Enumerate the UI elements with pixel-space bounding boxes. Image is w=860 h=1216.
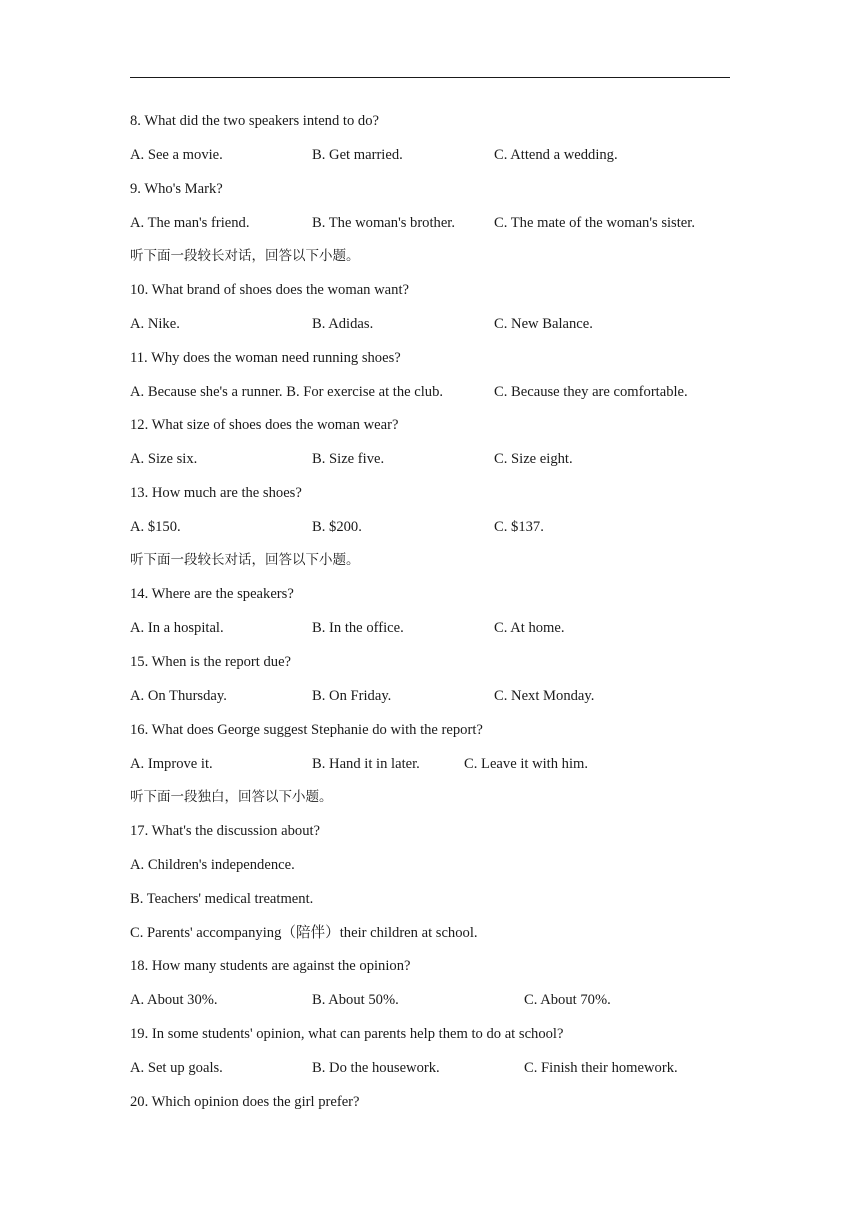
q12-option-b: B. Size five. xyxy=(312,451,385,467)
q13-option-a: A. $150. xyxy=(130,519,181,535)
q9-option-b: B. The woman's brother. xyxy=(312,215,456,231)
q8-option-a: A. See a movie. xyxy=(130,147,223,163)
q17-option-b: B. Teachers' medical treatment. xyxy=(130,891,314,907)
q10-option-b: B. Adidas. xyxy=(312,316,374,332)
q11-option-c: C. Because they are comfortable. xyxy=(494,384,688,400)
q12-option-c: C. Size eight. xyxy=(494,451,573,467)
question-19: 19. In some students' opinion, what can parents help them to do at school? xyxy=(130,1026,564,1042)
section-note-monologue: 听下面一段独白，回答以下小题。 xyxy=(130,789,333,805)
question-9: 9. Who's Mark? xyxy=(130,181,223,197)
q10-option-c: C. New Balance. xyxy=(494,316,593,332)
question-14: 14. Where are the speakers? xyxy=(130,586,294,602)
q13-option-b: B. $200. xyxy=(312,519,362,535)
q19-option-c: C. Finish their homework. xyxy=(524,1060,678,1076)
q8-option-c: C. Attend a wedding. xyxy=(494,147,618,163)
question-17: 17. What's the discussion about? xyxy=(130,823,321,839)
q16-option-a: A. Improve it. xyxy=(130,756,213,772)
question-13: 13. How much are the shoes? xyxy=(130,485,302,501)
q12-option-a: A. Size six. xyxy=(130,451,198,467)
q13-option-c: C. $137. xyxy=(494,519,544,535)
question-11: 11. Why does the woman need running shoes? xyxy=(130,350,401,366)
question-15: 15. When is the report due? xyxy=(130,654,292,670)
q19-option-a: A. Set up goals. xyxy=(130,1060,223,1076)
question-8: 8. What did the two speakers intend to do? xyxy=(130,113,379,129)
question-16: 16. What does George suggest Stephanie do with the report? xyxy=(130,722,483,738)
q19-option-b: B. Do the housework. xyxy=(312,1060,440,1076)
header-rule xyxy=(130,77,730,78)
q10-option-a: A. Nike. xyxy=(130,316,180,332)
question-12: 12. What size of shoes does the woman wear? xyxy=(130,417,399,433)
q11-option-a-b: A. Because she's a runner. B. For exercise at the club. xyxy=(130,384,444,400)
q18-option-a: A. About 30%. xyxy=(130,992,218,1008)
q14-option-c: C. At home. xyxy=(494,620,565,636)
q14-option-a: A. In a hospital. xyxy=(130,620,224,636)
q8-option-b: B. Get married. xyxy=(312,147,403,163)
question-18: 18. How many students are against the opinion? xyxy=(130,958,411,974)
q18-option-b: B. About 50%. xyxy=(312,992,399,1008)
q18-option-c: C. About 70%. xyxy=(524,992,611,1008)
q9-option-a: A. The man's friend. xyxy=(130,215,250,231)
question-10: 10. What brand of shoes does the woman want? xyxy=(130,282,409,298)
q9-option-c: C. The mate of the woman's sister. xyxy=(494,215,695,231)
q15-option-b: B. On Friday. xyxy=(312,688,392,704)
q16-option-b: B. Hand it in later. xyxy=(312,756,420,772)
q17-option-a: A. Children's independence. xyxy=(130,857,295,873)
q17-option-c: C. Parents' accompanying（陪伴）their children at school. xyxy=(130,925,478,941)
q14-option-b: B. In the office. xyxy=(312,620,404,636)
question-20: 20. Which opinion does the girl prefer? xyxy=(130,1094,360,1110)
q15-option-c: C. Next Monday. xyxy=(494,688,595,704)
section-note-dialogue-2: 听下面一段较长对话，回答以下小题。 xyxy=(130,552,360,568)
q16-option-c: C. Leave it with him. xyxy=(464,756,589,772)
q15-option-a: A. On Thursday. xyxy=(130,688,227,704)
section-note-dialogue: 听下面一段较长对话，回答以下小题。 xyxy=(130,248,360,264)
